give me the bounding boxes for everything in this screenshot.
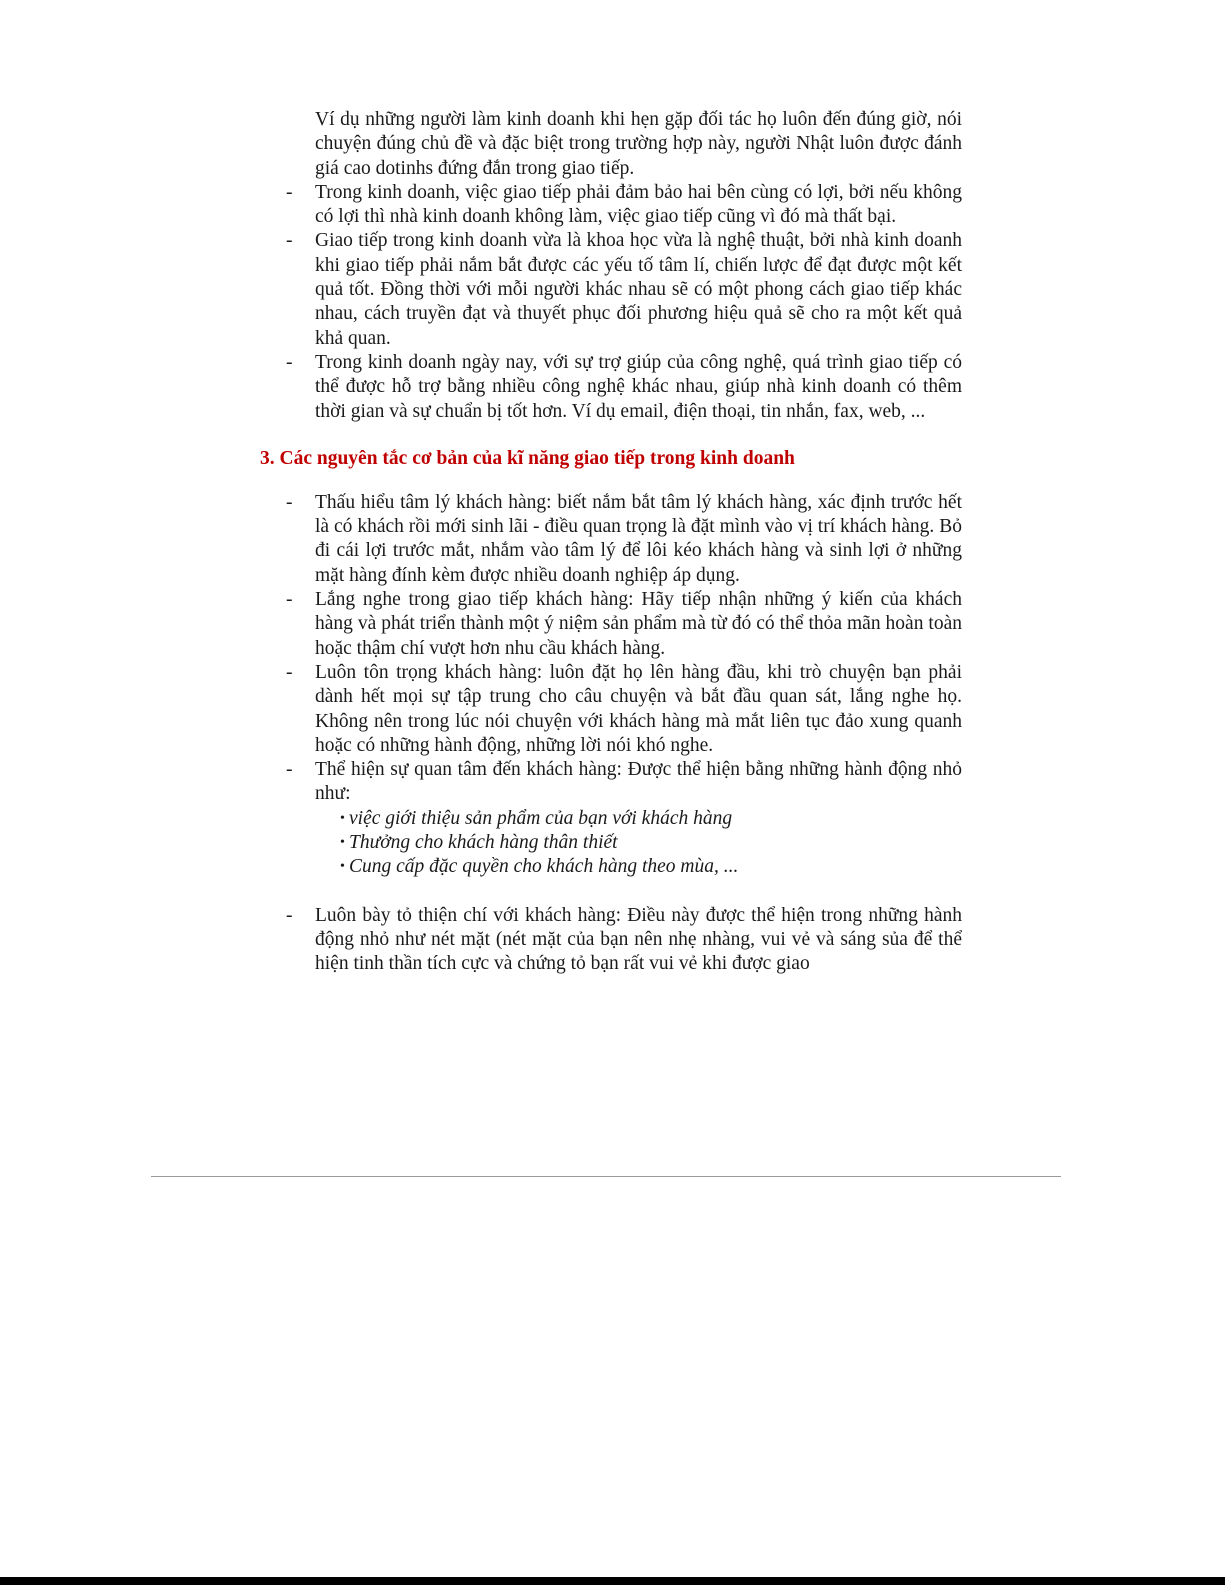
list-item-text: Luôn bày tỏ thiện chí với khách hàng: Điều này được thể hiện trong những hành động nhỏ như nét mặt (nét mặt của bạn nên nhẹ nhàng, vui vẻ và sáng sủa để thể hiện tinh thần tích cực và chứng tỏ bạn rất vui vẻ khi được giao — [315, 904, 962, 975]
bullet-dot: • — [340, 859, 345, 875]
list-item-text: Thể hiện sự quan tâm đến khách hàng: Được thể hiện bằng những hành động nhỏ như: — [315, 759, 962, 805]
bullet-dash: - — [286, 181, 293, 203]
list-item — [260, 229, 962, 350]
list-item — [260, 904, 962, 977]
list-item-text: Luôn tôn trọng khách hàng: luôn đặt họ lên hàng đầu, khi trò chuyện bạn phải dành hết mọi sự tập trung cho câu chuyện và bắt đầu quan sát, lắng nghe họ. Không nên trong lúc nói chuyện với khách hàng mà mắt liên tục đảo xung quanh hoặc có những hành động, những lời nói khó nghe. — [315, 661, 962, 756]
list-item — [260, 661, 962, 758]
list-item-text: Trong kinh doanh, việc giao tiếp phải đảm bảo hai bên cùng có lợi, bởi nếu không có lợi thì nhà kinh doanh không làm, việc giao tiếp cũng vì đó mà thất bại. — [315, 181, 962, 228]
bullet-dash: - — [286, 589, 293, 611]
sub-list-item-text: Cung cấp đặc quyền cho khách hàng theo mùa, ... — [349, 856, 739, 878]
bottom-edge-bar — [0, 1577, 1225, 1585]
list-item-text: Lắng nghe trong giao tiếp khách hàng: Hãy tiếp nhận những ý kiến của khách hàng và phát triển thành một ý niệm sản phẩm mà từ đó có thể thỏa mãn hoàn toàn hoặc thậm chí vượt hơn nhu cầu khách hàng. — [315, 589, 962, 659]
sub-list-item — [340, 831, 962, 855]
list-item-text: Giao tiếp trong kinh doanh vừa là khoa học vừa là nghệ thuật, bởi nhà kinh doanh khi giao tiếp phải nắm bắt được các yếu tố tâm lí, chiến lược để đạt được một kết quả tốt. Đồng thời với mỗi người khác nhau sẽ có một phong cách giao tiếp khác nhau, cách truyền đạt và thuyết phục đối phương hiệu quả sẽ cho ra một kết quả khả quan. — [315, 230, 962, 349]
bullet-dash: - — [286, 661, 293, 683]
intro-paragraph: Ví dụ những người làm kinh doanh khi hẹn gặp đối tác họ luôn đến đúng giờ, nói chuyện đúng chủ đề và đặc biệt trong trường hợp này, người Nhật luôn được đánh giá cao dotinhs đứng đắn trong giao tiếp. — [315, 109, 962, 179]
spacer — [260, 880, 962, 904]
bullet-dash: - — [286, 230, 293, 252]
section-heading: 3. Các nguyên tắc cơ bản của kĩ năng giao tiếp trong kinh doanh — [260, 447, 795, 469]
bullet-dash: - — [286, 904, 293, 926]
bullet-dot: • — [340, 835, 345, 851]
bullet-dash: - — [286, 759, 293, 781]
bullet-dash: - — [286, 351, 293, 373]
sub-list-item — [340, 855, 962, 879]
list-item — [260, 491, 962, 588]
page-content — [260, 108, 962, 977]
sub-list — [260, 807, 962, 880]
bullet-dot: • — [340, 810, 345, 826]
list-item — [260, 758, 962, 807]
list-item — [260, 181, 962, 230]
bullet-dash: - — [286, 491, 293, 513]
sub-list-item-text: việc giới thiệu sản phẩm của bạn với khách hàng — [349, 807, 733, 829]
sub-list-item-text: Thưởng cho khách hàng thân thiết — [349, 832, 618, 854]
list-item-text: Thấu hiểu tâm lý khách hàng: biết nắm bắt tâm lý khách hàng, xác định trước hết là có khách rồi mới sinh lãi - điều quan trọng là đặt mình vào vị trí khách hàng. Bỏ đi cái lợi trước mắt, nhắm vào tâm lý để lôi kéo khách hàng và sinh lợi ở những mặt hàng đính kèm được nhiều doanh nghiệp áp dụng. — [315, 491, 962, 586]
sub-list-item — [340, 807, 962, 831]
list-item-text: Trong kinh doanh ngày nay, với sự trợ giúp của công nghệ, quá trình giao tiếp có thể được hỗ trợ bằng nhiều công nghệ khác nhau, giúp nhà kinh doanh có thêm thời gian và sự chuẩn bị tốt hơn. Ví dụ email, điện thoại, tin nhắn, fax, web, ... — [315, 351, 962, 422]
list-item — [260, 588, 962, 661]
list-item — [260, 351, 962, 424]
page-divider — [151, 1176, 1061, 1177]
